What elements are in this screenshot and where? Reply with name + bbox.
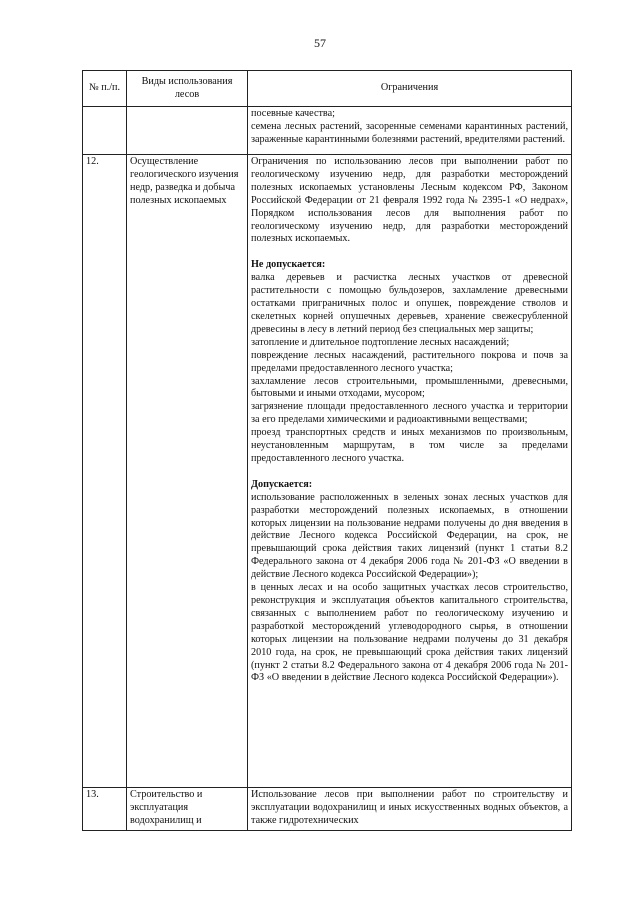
- row-12-intro: Ограничения по использованию лесов при выполнении работ по геологическому изучению недр, для разработки месторождений полезных ископаемых установлены Лесным кодексом РФ, Законом Российской Федерации от 21 февраля 1992 года № 2395-1 «О недрах», Порядком использования лесов для выполнения работ по геологическому изучению недр, для разработки месторождений полезных ископаемых.: [251, 156, 568, 245]
- header-number: № п./п.: [83, 71, 127, 107]
- row-12-number: 12.: [83, 155, 127, 788]
- allowed-item: в ценных лесах и на особо защитных участках лесов строительство, реконструкция и эксплуатация объектов капитального строительства, связанных с выполнением работ по геологическому изучению и разработкой месторождений углеводородного сырья, в отношении которых лицензии на пользование недрами получены до 31 декабря 2010 года, на срок, не превышающий срока действия таких лицензий (пункт 2 статьи 8.2 Федерального закона от 4 декабря 2006 года № 201-ФЗ «О введении в действие Лесного кодекса Российской Федерации»).: [251, 582, 568, 684]
- restrictions-table: [82, 70, 572, 831]
- row-13-forest-use: Строительство и эксплуатация водохранилищ и: [127, 788, 248, 831]
- header-restrictions: Ограничения: [248, 71, 572, 107]
- cont-line: семена лесных растений, засоренные семенами карантинных растений, зараженные карантинными болезнями растений, вредителями растений.: [251, 120, 568, 145]
- page-number: 57: [314, 36, 326, 50]
- cont-num-cell: [83, 107, 127, 155]
- table-row-continued: [83, 107, 572, 155]
- prohibited-item: валка деревьев и расчистка лесных участков от древесной растительности с помощью бульдозеров, захламление древесными остатками приграничных полос и опушек, повреждение стволов и скелетных корней опушечных деревьев, хранение свежесрубленной древесины в лесу в летний период без специальных мер защиты;: [251, 272, 568, 335]
- prohibited-item: захламление лесов строительными, промышленными, древесными, бытовыми и иными отходами, мусором;: [251, 375, 568, 400]
- prohibited-item: повреждение лесных насаждений, растительного покрова и почв за пределами предоставленного лесного участка;: [251, 349, 568, 374]
- prohibited-item: затопление и длительное подтопление лесных насаждений;: [251, 336, 510, 348]
- prohibited-title: Не допускается:: [251, 259, 326, 271]
- prohibited-item: проезд транспортных средств и иных механизмов по произвольным, неустановленным маршрутам, в том числе за пределами предоставленного лесного участка.: [251, 427, 568, 464]
- allowed-item: использование расположенных в зеленых зонах лесных участков для разработки месторождений полезных ископаемых, в отношении которых лицензии на пользование недрами получены до дня введения в действие Лесного кодекса Российской Федерации, на срок, не превышающий срока действия таких лицензий (пункт 1 статьи 8.2 Федерального закона от 4 декабря 2006 года № 201-ФЗ «О введении в действие Лесного кодекса Российской Федерации»);: [251, 491, 568, 581]
- prohibited-item: загрязнение площади предоставленного лесного участка и территории за его пределами химическими и радиоактивными веществами;: [251, 401, 568, 426]
- cont-line: посевные качества;: [251, 108, 335, 119]
- allowed-title: Допускается:: [251, 478, 313, 490]
- header-forest-use: Виды использования лесов: [127, 71, 248, 107]
- cont-restrictions-cell: [248, 107, 572, 155]
- row-13-number: 13.: [83, 788, 127, 831]
- table-row-13: [83, 788, 572, 831]
- row-12-forest-use: Осуществление геологического изучения недр, разведка и добыча полезных ископаемых: [127, 155, 248, 788]
- cont-use-cell: [127, 107, 248, 155]
- row-12-restrictions: [248, 155, 572, 788]
- table-header-row: [83, 71, 572, 107]
- row-13-restrictions: Использование лесов при выполнении работ по строительству и эксплуатации водохранилищ и иных искусственных водных объектов, а также гидротехнических: [248, 788, 572, 831]
- table-row-12: [83, 155, 572, 788]
